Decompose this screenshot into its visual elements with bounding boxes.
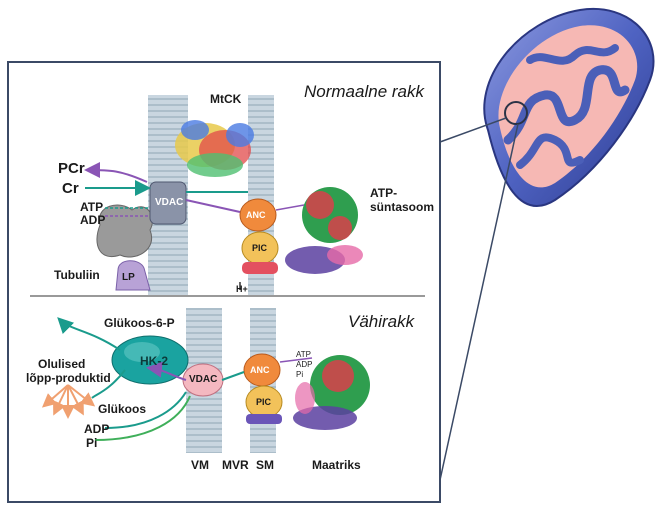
callout-line-bottom [440,124,518,480]
sm-label: SM [256,458,274,472]
subunit-bottom [246,414,282,424]
normal-cell-title: Normaalne rakk [304,82,424,101]
pi-small-label: Pi [296,370,304,379]
adp-label-top: ADP [80,213,106,227]
pi-label-bottom: Pi [86,436,98,450]
atp-synthase-label-2: süntasoom [370,200,435,214]
tubulin-label: Tubuliin [54,268,100,282]
vdac-label-top: VDAC [155,197,184,208]
pic-label-top: PIC [252,243,268,253]
matrix-label: Maatriks [312,458,361,472]
cancer-cell-title: Vähirakk [348,312,415,331]
pic-label-bottom: PIC [256,397,272,407]
g6p-label: Glükoos-6-P [104,316,175,330]
vm-label: VM [191,458,209,472]
subunit-top [242,262,278,274]
adp-small-label: ADP [296,360,313,369]
adp-label-bottom: ADP [84,422,110,436]
pcr-label: PCr [58,160,85,177]
glucose-label: Glükoos [98,402,147,416]
anc-label-top: ANC [246,210,266,220]
mtck-label: MtCK [210,92,242,106]
anc-label-bottom: ANC [250,365,270,375]
lp-label: LP [122,272,135,283]
hk2-label: HK-2 [140,354,169,368]
atp-synthase-label-1: ATP- [370,186,398,200]
mvr-label: MVR [222,458,249,472]
atp-small-label: ATP [296,350,311,359]
end-products-label-2: lõpp-produktid [26,371,111,385]
mitochondrion-illustration [484,9,653,206]
cr-label: Cr [62,180,79,197]
atp-label-top: ATP [80,200,104,214]
vdac-label-bottom: VDAC [189,374,218,385]
hplus-label: H+ [236,284,248,294]
end-products-label-1: Olulised [38,357,86,371]
